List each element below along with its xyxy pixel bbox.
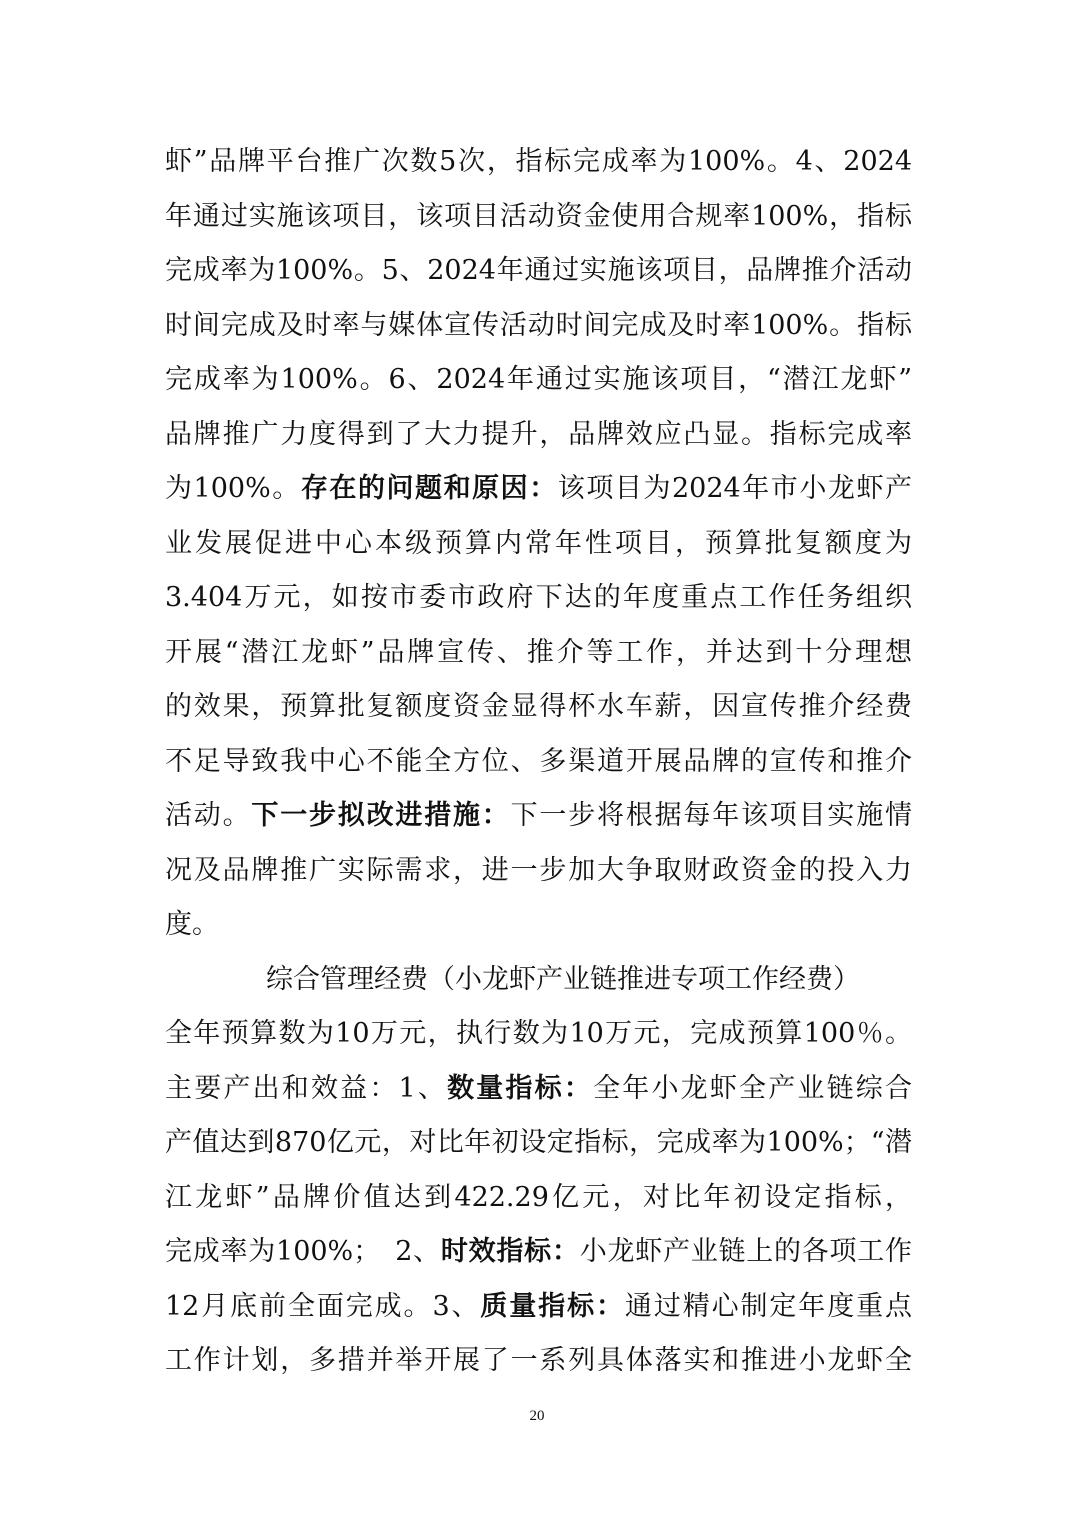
text-run: 完成率为100%； 2、 [165,1236,441,1267]
text-run: 业发展促进中心本级预算内常年性项目，预算批复额度为 [165,528,912,559]
text-run: 完成率为100%。5、2024年通过实施该项目，品牌推介活动 [165,255,912,286]
text-run: 时间完成及时率与媒体宣传活动时间完成及时率100%。指标 [165,310,912,341]
page-number: 20 [529,1408,545,1424]
text-line [165,905,912,945]
text-run: 全年小龙虾全产业链综合 [593,1073,912,1104]
text-run: 工作计划，多措并举开展了一系列具体落实和推进小龙虾全 [165,1345,912,1376]
text-line [165,1287,912,1327]
text-run: 的效果，预算批复额度资金显得杯水车薪，因宣传推介经费 [165,691,912,722]
text-line [165,1341,912,1381]
text-run: 3.404万元，如按市委市政府下达的年度重点工作任务组织 [165,582,912,613]
text-line [165,633,912,673]
text-line [165,306,912,346]
text-run: 开展“潜江龙虾”品牌宣传、推介等工作，并达到十分理想 [165,637,912,668]
text-run: 主要产出和效益：1、 [165,1073,448,1104]
bold-label: 下一步拟改进措施： [251,800,511,831]
text-run: 该项目为2024年市小龙虾产 [557,473,912,504]
text-line [165,142,912,182]
text-line [165,197,912,237]
text-line [165,687,912,727]
text-run: 江龙虾”品牌价值达到422.29亿元，对比年初设定指标， [165,1182,912,1213]
text-line [165,469,912,509]
bold-label: 质量指标： [480,1291,625,1322]
text-run: 综合管理经费（小龙虾产业链推进专项工作经费） [266,964,860,995]
text-run: 虾”品牌平台推广次数5次，指标完成率为100%。4、2024 [165,146,912,177]
section-heading [266,960,912,1000]
text-line [165,251,912,291]
bold-label: 数量指标： [447,1073,594,1104]
text-line [165,578,912,618]
text-line [165,1069,912,1109]
text-run: 下一步将根据每年该项目实施情 [510,800,912,831]
text-line [165,524,912,564]
text-run: 况及品牌推广实际需求，进一步加大争取财政资金的投入力 [165,855,912,886]
text-run: 产值达到870亿元，对比年初设定指标，完成率为100%；“潜 [165,1127,912,1158]
text-line [165,1014,912,1054]
text-run: 小龙虾产业链上的各项工作 [579,1236,912,1267]
text-line [165,1232,912,1272]
text-run: 度。 [165,909,219,940]
text-line [165,360,912,400]
text-run: 年通过实施该项目，该项目活动资金使用合规率100%，指标 [165,201,912,232]
text-line [165,851,912,891]
text-line [165,796,912,836]
text-line [165,1123,912,1163]
text-run: 通过精心制定年度重点 [624,1291,912,1322]
text-run: 全年预算数为10万元，执行数为10万元，完成预算100％。 [165,1018,912,1049]
text-line [165,742,912,782]
bold-label: 存在的问题和原因： [300,473,558,504]
bold-label: 时效指标： [440,1236,580,1267]
text-line [165,415,912,455]
text-run: 不足导致我中心不能全方位、多渠道开展品牌的宣传和推介 [165,746,912,777]
text-run: 品牌推广力度得到了大力提升，品牌效应凸显。指标完成率 [165,419,912,450]
text-run: 12月底前全面完成。3、 [165,1291,481,1322]
text-line [165,1178,912,1218]
text-run: 活动。 [165,800,252,831]
text-run: 为100%。 [165,473,301,504]
text-run: 完成率为100%。6、2024年通过实施该项目，“潜江龙虾” [165,364,912,395]
